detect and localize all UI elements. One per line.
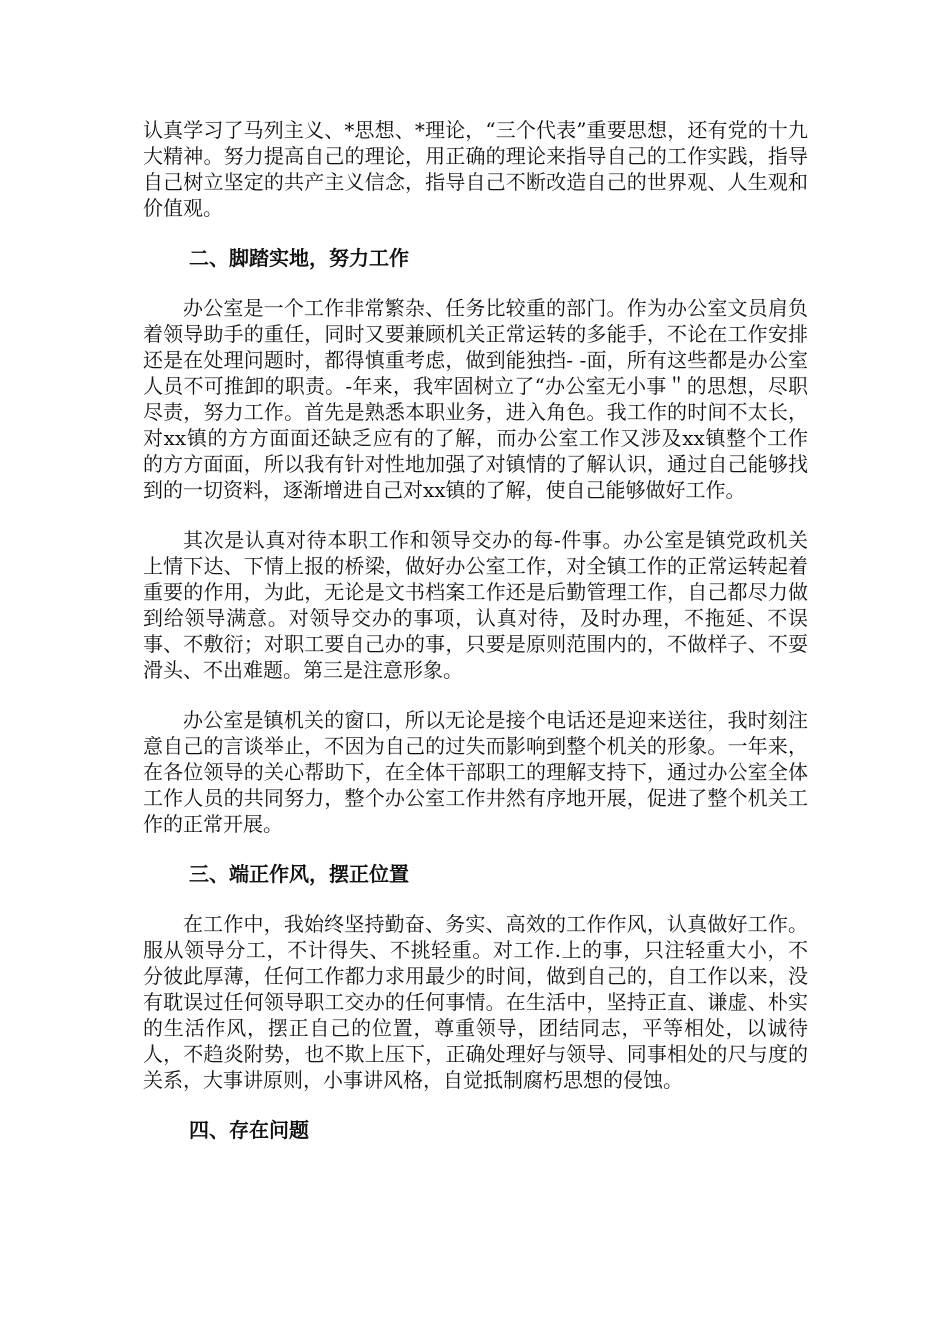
paragraph-office-work: 办公室是一个工作非常繁杂、任务比较重的部门。作为办公室文员肩负着领导助手的重任，同时又要兼顾机关正常运转的多能手，不论在工作安排还是在处理问题时，都得慎重考虑，做到能独挡- -面，所有这些都是办公室人员不可推卸的职责。-年来，我牢固树立了“办公室无小事＂的思想，尽职尽责，努力工作。首先是熟悉本职业务，进入角色。我工作的时间不太长，对xx镇的方方面面还缺乏应有的了解，而办公室工作又涉及xx镇整个工作的方方面面，所以我有针对性地加强了对镇情的了解认识，通过自己能够找到的一切资料，逐渐增进自己对xx镇的了解，使自己能够做好工作。 bbox=[143, 296, 808, 502]
section-heading-3: 三、端正作风，摆正位置 bbox=[189, 862, 409, 886]
paragraph-image: 办公室是镇机关的窗口，所以无论是接个电话还是迎来送往，我时刻注意自己的言谈举止，不因为自己的过失而影响到整个机关的形象。一年来，在各位领导的关心帮助下，在全体干部职工的理解支持下，通过办公室全体工作人员的共同努力，整个办公室工作井然有序地开展，促进了整个机关工作的正常开展。 bbox=[143, 708, 808, 836]
paragraph-duties: 其次是认真对待本职工作和领导交办的每-件事。办公室是镇党政机关上情下达、下情上报的桥梁，做好办公室工作，对全镇工作的正常运转起着重要的作用，为此，无论是文书档案工作还是后勤管理工作，自己都尽力做到给领导满意。对领导交办的事项，认真对待，及时办理，不拖延、不误事、不敷衍；对职工要自己办的事，只要是原则范围内的，不做样子、不耍滑头、不出难题。第三是注意形象。 bbox=[143, 528, 808, 682]
document-page bbox=[143, 117, 808, 1143]
paragraph-study: 认真学习了马列主义、*思想、*理论，“三个代表”重要思想，还有党的十九大精神。努力提高自己的理论，用正确的理论来指导自己的工作实践，指导自己树立坚定的共产主义信念，指导自己不断改造自己的世界观、人生观和价值观。 bbox=[143, 118, 808, 220]
section-heading-4: 四、存在问题 bbox=[189, 1118, 309, 1142]
section-heading-2: 二、脚踏实地，努力工作 bbox=[189, 246, 409, 270]
paragraph-work-style: 在工作中，我始终坚持勤奋、务实、高效的工作作风，认真做好工作。服从领导分工，不计得失、不挑轻重。对工作.上的事，只注轻重大小，不分彼此厚薄，任何工作都力求用最少的时间，做到自己的，自工作以来，没有耽误过任何领导职工交办的任何事情。在生活中，坚持正直、谦虚、朴实的生活作风，摆正自己的位置，尊重领导，团结同志，平等相处，以诚待人，不趋炎附势，也不欺上压下，正确处理好与领导、同事相处的尺与度的关系，大事讲原则，小事讲风格，自觉抵制腐朽思想的侵蚀。 bbox=[143, 912, 808, 1092]
